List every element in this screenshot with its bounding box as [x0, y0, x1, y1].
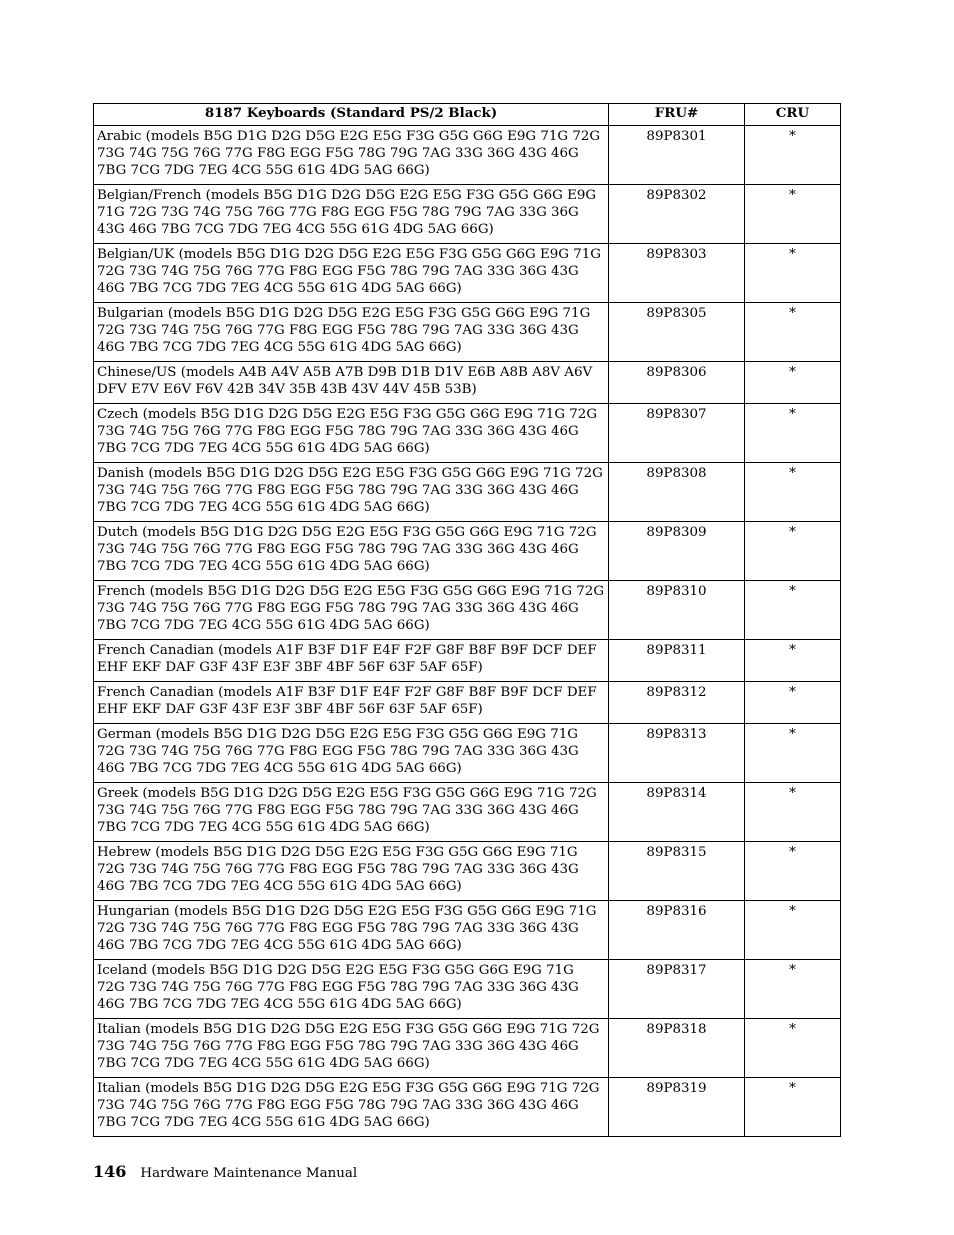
page-number: 146	[93, 1162, 127, 1181]
row-fru: 89P8308	[609, 463, 745, 522]
row-description: Hebrew (models B5G D1G D2G D5G E2G E5G F3G G5G G6G E9G 71G 72G 73G 74G 75G 76G 77G F8G EGG F5G 78G 79G 7AG 33G 36G 43G 46G 7BG 7CG 7DG 7EG 4CG 55G 61G 4DG 5AG 66G)	[94, 842, 609, 901]
table-row	[94, 842, 841, 901]
row-fru: 89P8312	[609, 682, 745, 724]
row-description: French (models B5G D1G D2G D5G E2G E5G F3G G5G G6G E9G 71G 72G 73G 74G 75G 76G 77G F8G EGG F5G 78G 79G 7AG 33G 36G 43G 46G 7BG 7CG 7DG 7EG 4CG 55G 61G 4DG 5AG 66G)	[94, 581, 609, 640]
table-body	[94, 126, 841, 1137]
table-row	[94, 126, 841, 185]
row-description: Arabic (models B5G D1G D2G D5G E2G E5G F3G G5G G6G E9G 71G 72G 73G 74G 75G 76G 77G F8G EGG F5G 78G 79G 7AG 33G 36G 43G 46G 7BG 7CG 7DG 7EG 4CG 55G 61G 4DG 5AG 66G)	[94, 126, 609, 185]
row-fru: 89P8305	[609, 303, 745, 362]
row-cru: *	[745, 1078, 841, 1137]
row-cru: *	[745, 783, 841, 842]
table-row	[94, 901, 841, 960]
row-description: Danish (models B5G D1G D2G D5G E2G E5G F3G G5G G6G E9G 71G 72G 73G 74G 75G 76G 77G F8G EGG F5G 78G 79G 7AG 33G 36G 43G 46G 7BG 7CG 7DG 7EG 4CG 55G 61G 4DG 5AG 66G)	[94, 463, 609, 522]
row-description: Hungarian (models B5G D1G D2G D5G E2G E5G F3G G5G G6G E9G 71G 72G 73G 74G 75G 76G 77G F8G EGG F5G 78G 79G 7AG 33G 36G 43G 46G 7BG 7CG 7DG 7EG 4CG 55G 61G 4DG 5AG 66G)	[94, 901, 609, 960]
row-cru: *	[745, 724, 841, 783]
row-fru: 89P8310	[609, 581, 745, 640]
row-description: Iceland (models B5G D1G D2G D5G E2G E5G F3G G5G G6G E9G 71G 72G 73G 74G 75G 76G 77G F8G EGG F5G 78G 79G 7AG 33G 36G 43G 46G 7BG 7CG 7DG 7EG 4CG 55G 61G 4DG 5AG 66G)	[94, 960, 609, 1019]
row-cru: *	[745, 404, 841, 463]
page-footer	[93, 1162, 357, 1181]
table-row	[94, 463, 841, 522]
row-fru: 89P8303	[609, 244, 745, 303]
table-row	[94, 522, 841, 581]
table-row	[94, 362, 841, 404]
row-description: Belgian/French (models B5G D1G D2G D5G E2G E5G F3G G5G G6G E9G 71G 72G 73G 74G 75G 76G 77G F8G EGG F5G 78G 79G 7AG 33G 36G 43G 46G 7BG 7CG 7DG 7EG 4CG 55G 61G 4DG 5AG 66G)	[94, 185, 609, 244]
table-row	[94, 581, 841, 640]
row-cru: *	[745, 126, 841, 185]
row-fru: 89P8318	[609, 1019, 745, 1078]
row-cru: *	[745, 842, 841, 901]
row-cru: *	[745, 901, 841, 960]
row-fru: 89P8311	[609, 640, 745, 682]
row-cru: *	[745, 463, 841, 522]
row-description: Italian (models B5G D1G D2G D5G E2G E5G F3G G5G G6G E9G 71G 72G 73G 74G 75G 76G 77G F8G EGG F5G 78G 79G 7AG 33G 36G 43G 46G 7BG 7CG 7DG 7EG 4CG 55G 61G 4DG 5AG 66G)	[94, 1078, 609, 1137]
table-row	[94, 682, 841, 724]
header-cru: CRU	[745, 104, 841, 126]
row-cru: *	[745, 185, 841, 244]
row-cru: *	[745, 303, 841, 362]
header-fru: FRU#	[609, 104, 745, 126]
table-row	[94, 404, 841, 463]
row-fru: 89P8315	[609, 842, 745, 901]
table-row	[94, 1078, 841, 1137]
row-description: German (models B5G D1G D2G D5G E2G E5G F3G G5G G6G E9G 71G 72G 73G 74G 75G 76G 77G F8G EGG F5G 78G 79G 7AG 33G 36G 43G 46G 7BG 7CG 7DG 7EG 4CG 55G 61G 4DG 5AG 66G)	[94, 724, 609, 783]
table-header-row	[94, 104, 841, 126]
row-cru: *	[745, 960, 841, 1019]
row-description: Czech (models B5G D1G D2G D5G E2G E5G F3G G5G G6G E9G 71G 72G 73G 74G 75G 76G 77G F8G EGG F5G 78G 79G 7AG 33G 36G 43G 46G 7BG 7CG 7DG 7EG 4CG 55G 61G 4DG 5AG 66G)	[94, 404, 609, 463]
row-cru: *	[745, 1019, 841, 1078]
table-row	[94, 960, 841, 1019]
row-cru: *	[745, 362, 841, 404]
row-cru: *	[745, 581, 841, 640]
table-row	[94, 185, 841, 244]
row-description: French Canadian (models A1F B3F D1F E4F F2F G8F B8F B9F DCF DEF EHF EKF DAF G3F 43F E3F 3BF 4BF 56F 63F 5AF 65F)	[94, 682, 609, 724]
row-cru: *	[745, 522, 841, 581]
table-row	[94, 1019, 841, 1078]
row-cru: *	[745, 640, 841, 682]
row-fru: 89P8319	[609, 1078, 745, 1137]
table-row	[94, 303, 841, 362]
table-row	[94, 724, 841, 783]
row-fru: 89P8306	[609, 362, 745, 404]
row-fru: 89P8316	[609, 901, 745, 960]
row-description: Bulgarian (models B5G D1G D2G D5G E2G E5G F3G G5G G6G E9G 71G 72G 73G 74G 75G 76G 77G F8G EGG F5G 78G 79G 7AG 33G 36G 43G 46G 7BG 7CG 7DG 7EG 4CG 55G 61G 4DG 5AG 66G)	[94, 303, 609, 362]
row-description: Greek (models B5G D1G D2G D5G E2G E5G F3G G5G G6G E9G 71G 72G 73G 74G 75G 76G 77G F8G EGG F5G 78G 79G 7AG 33G 36G 43G 46G 7BG 7CG 7DG 7EG 4CG 55G 61G 4DG 5AG 66G)	[94, 783, 609, 842]
table-row	[94, 244, 841, 303]
table-row	[94, 783, 841, 842]
row-description: Dutch (models B5G D1G D2G D5G E2G E5G F3G G5G G6G E9G 71G 72G 73G 74G 75G 76G 77G F8G EGG F5G 78G 79G 7AG 33G 36G 43G 46G 7BG 7CG 7DG 7EG 4CG 55G 61G 4DG 5AG 66G)	[94, 522, 609, 581]
row-fru: 89P8301	[609, 126, 745, 185]
row-fru: 89P8309	[609, 522, 745, 581]
row-cru: *	[745, 682, 841, 724]
row-description: Belgian/UK (models B5G D1G D2G D5G E2G E5G F3G G5G G6G E9G 71G 72G 73G 74G 75G 76G 77G F8G EGG F5G 78G 79G 7AG 33G 36G 43G 46G 7BG 7CG 7DG 7EG 4CG 55G 61G 4DG 5AG 66G)	[94, 244, 609, 303]
row-cru: *	[745, 244, 841, 303]
row-fru: 89P8317	[609, 960, 745, 1019]
row-fru: 89P8307	[609, 404, 745, 463]
row-description: Chinese/US (models A4B A4V A5B A7B D9B D1B D1V E6B A8B A8V A6V DFV E7V E6V F6V 42B 34V 35B 43B 43V 44V 45B 53B)	[94, 362, 609, 404]
manual-title: Hardware Maintenance Manual	[140, 1166, 358, 1181]
row-description: Italian (models B5G D1G D2G D5G E2G E5G F3G G5G G6G E9G 71G 72G 73G 74G 75G 76G 77G F8G EGG F5G 78G 79G 7AG 33G 36G 43G 46G 7BG 7CG 7DG 7EG 4CG 55G 61G 4DG 5AG 66G)	[94, 1019, 609, 1078]
keyboard-fru-table	[93, 103, 841, 1137]
row-fru: 89P8302	[609, 185, 745, 244]
row-fru: 89P8314	[609, 783, 745, 842]
row-description: French Canadian (models A1F B3F D1F E4F F2F G8F B8F B9F DCF DEF EHF EKF DAF G3F 43F E3F 3BF 4BF 56F 63F 5AF 65F)	[94, 640, 609, 682]
header-description: 8187 Keyboards (Standard PS/2 Black)	[94, 104, 609, 126]
row-fru: 89P8313	[609, 724, 745, 783]
table-row	[94, 640, 841, 682]
